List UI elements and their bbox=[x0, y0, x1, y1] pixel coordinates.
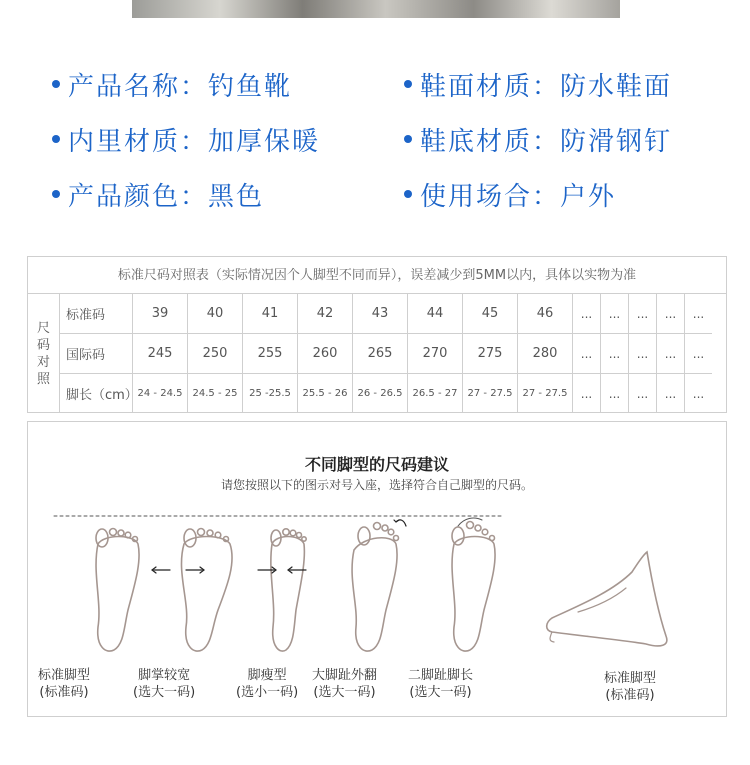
narrow-foot-icon bbox=[271, 529, 306, 651]
foot-type-advice: (标准码) bbox=[39, 685, 89, 700]
table-cell: 43 bbox=[353, 294, 408, 333]
foot-label-long-second-toe bbox=[408, 667, 473, 701]
table-cell: 24 - 24.5 bbox=[133, 374, 188, 413]
spec-upper-material bbox=[404, 64, 672, 104]
bullet-icon bbox=[52, 135, 60, 143]
table-cell-ellipsis: ... bbox=[657, 374, 685, 413]
size-chart-table bbox=[27, 256, 727, 413]
guide-title: 不同脚型的尺码建议 bbox=[304, 455, 449, 474]
foot-label-side-view bbox=[604, 670, 656, 704]
product-photo-strip bbox=[132, 0, 620, 18]
foot-type-name: 二脚趾脚长 bbox=[408, 668, 474, 683]
foot-label-standard bbox=[38, 667, 90, 701]
table-cell: 250 bbox=[188, 334, 243, 373]
table-cell-ellipsis: ... bbox=[573, 374, 601, 413]
table-cell: 270 bbox=[408, 334, 463, 373]
table-cell: 42 bbox=[298, 294, 353, 333]
wide-forefoot-icon bbox=[181, 529, 232, 652]
bunion-foot-icon bbox=[352, 523, 398, 652]
foot-type-name: 标准脚型 bbox=[604, 671, 657, 686]
foot-label-wide bbox=[133, 667, 195, 701]
spec-upper-material-text: 鞋面材质：防水鞋面 bbox=[420, 71, 673, 102]
foot-type-advice: (选大一码) bbox=[133, 685, 196, 700]
foot-type-advice: (选大一码) bbox=[313, 685, 376, 700]
table-cell-ellipsis: ... bbox=[629, 374, 657, 413]
table-cell-ellipsis: ... bbox=[601, 294, 629, 333]
foot-type-advice: (标准码) bbox=[605, 688, 655, 703]
table-cell: 25.5 - 26 bbox=[298, 374, 353, 413]
table-cell: 275 bbox=[463, 334, 518, 373]
foot-type-name: 脚瘦型 bbox=[247, 668, 287, 683]
long-second-toe-icon bbox=[452, 518, 495, 651]
foot-type-name: 标准脚型 bbox=[38, 668, 91, 683]
table-cell-ellipsis: ... bbox=[601, 334, 629, 373]
side-header-char: 码 bbox=[36, 337, 50, 353]
foot-type-advice: (选大一码) bbox=[409, 685, 472, 700]
width-arrows-wide bbox=[152, 567, 204, 573]
row-label: 国际码 bbox=[60, 334, 133, 373]
table-cell: 40 bbox=[188, 294, 243, 333]
table-cell: 280 bbox=[518, 334, 573, 373]
side-view-foot-icon bbox=[547, 552, 667, 646]
table-cell-ellipsis: ... bbox=[657, 294, 685, 333]
table-cell: 46 bbox=[518, 294, 573, 333]
bullet-icon bbox=[404, 190, 412, 198]
table-cell: 44 bbox=[408, 294, 463, 333]
table-cell: 24.5 - 25 bbox=[188, 374, 243, 413]
foot-type-name: 大脚趾外翻 bbox=[312, 668, 378, 683]
table-cell: 45 bbox=[463, 294, 518, 333]
spec-lining-material-text: 内里材质：加厚保暖 bbox=[68, 126, 321, 157]
bullet-icon bbox=[52, 190, 60, 198]
table-cell: 39 bbox=[133, 294, 188, 333]
foot-label-bunion bbox=[312, 667, 377, 701]
table-cell-ellipsis: ... bbox=[601, 374, 629, 413]
width-arrows-narrow bbox=[258, 567, 306, 573]
spec-color-text: 产品颜色：黑色 bbox=[68, 181, 265, 212]
foot-label-narrow bbox=[236, 667, 298, 701]
spec-lining-material bbox=[52, 119, 320, 159]
table-cell: 26.5 - 27 bbox=[408, 374, 463, 413]
guide-subtitle: 请您按照以下的图示对号入座，选择符合自己脚型的尺码。 bbox=[220, 478, 533, 492]
spec-usage bbox=[404, 174, 616, 214]
spec-sole-material-text: 鞋底材质：防滑钢钉 bbox=[420, 126, 673, 157]
spec-color bbox=[52, 174, 264, 214]
table-cell-ellipsis: ... bbox=[629, 334, 657, 373]
table-cell: 25 -25.5 bbox=[243, 374, 298, 413]
table-row-international-size bbox=[60, 334, 712, 374]
table-cell: 255 bbox=[243, 334, 298, 373]
table-cell: 41 bbox=[243, 294, 298, 333]
table-cell-ellipsis: ... bbox=[657, 334, 685, 373]
table-row-foot-length bbox=[60, 374, 712, 413]
spec-sole-material bbox=[404, 119, 672, 159]
table-cell: 245 bbox=[133, 334, 188, 373]
side-header-char: 尺 bbox=[36, 320, 50, 336]
side-header-char: 照 bbox=[36, 371, 50, 387]
table-cell-ellipsis: ... bbox=[629, 294, 657, 333]
bullet-icon bbox=[404, 135, 412, 143]
foot-type-guide bbox=[27, 421, 727, 717]
bullet-icon bbox=[52, 80, 60, 88]
foot-type-name: 脚掌较宽 bbox=[138, 668, 191, 683]
table-cell: 27 - 27.5 bbox=[518, 374, 573, 413]
table-cell: 26 - 26.5 bbox=[353, 374, 408, 413]
table-cell-ellipsis: ... bbox=[692, 386, 705, 401]
spec-usage-text: 使用场合：户外 bbox=[420, 181, 617, 212]
table-cell: 260 bbox=[298, 334, 353, 373]
row-label: 脚长（cm） bbox=[60, 374, 133, 413]
table-cell: 27 - 27.5 bbox=[463, 374, 518, 413]
table-cell-ellipsis: ... bbox=[692, 306, 705, 321]
table-cell-ellipsis: ... bbox=[573, 294, 601, 333]
table-row-standard-size bbox=[60, 294, 712, 334]
spec-product-name-text: 产品名称：钓鱼靴 bbox=[68, 71, 293, 102]
standard-foot-icon bbox=[96, 529, 139, 652]
spec-product-name bbox=[52, 64, 292, 104]
bullet-icon bbox=[404, 80, 412, 88]
size-chart-caption: 标准尺码对照表（实际情况因个人脚型不同而异），误差减少到5MM以内，具体以实物为准 bbox=[28, 257, 726, 294]
side-header-char: 对 bbox=[36, 354, 50, 370]
foot-type-advice: (选小一码) bbox=[236, 685, 299, 700]
table-cell-ellipsis: ... bbox=[692, 346, 705, 361]
table-cell: 265 bbox=[353, 334, 408, 373]
row-label: 标准码 bbox=[60, 294, 133, 333]
size-chart-side-header bbox=[28, 294, 60, 413]
table-cell-ellipsis: ... bbox=[573, 334, 601, 373]
